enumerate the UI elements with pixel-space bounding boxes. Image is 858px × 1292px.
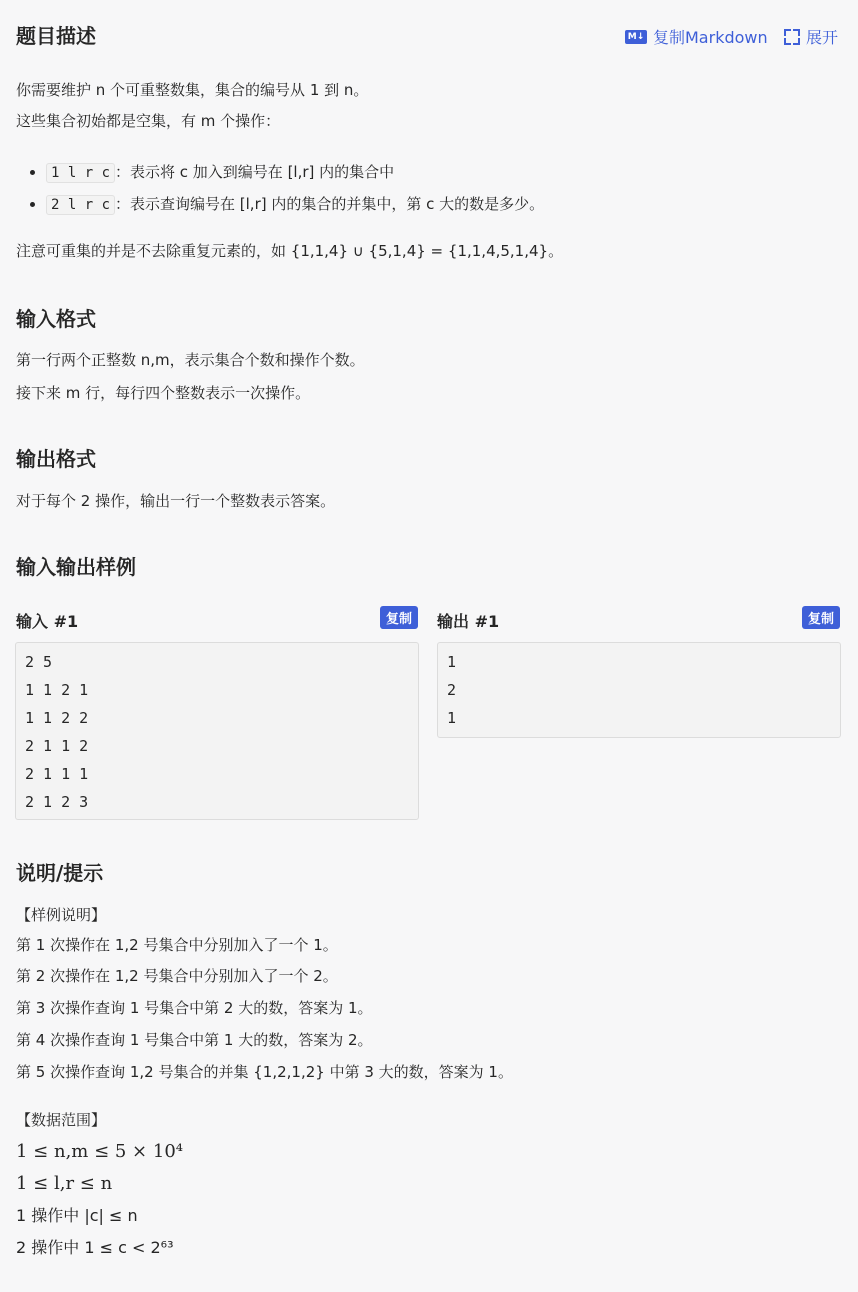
page-title: 题目描述 — [16, 24, 96, 48]
hint-title: 说明/提示 — [16, 861, 104, 885]
code-line: 2 1 1 1 — [25, 765, 89, 783]
output-format-line-1: 对于每个 2 操作，输出一行一个整数表示答案。 — [16, 492, 336, 510]
code-line: 2 1 2 3 — [25, 793, 89, 811]
multiset-note: 注意可重集的并是不去除重复元素的，如 {1,1,4} ∪ {5,1,4} = {1,1,4,5,1,4}。 — [16, 242, 564, 260]
copy-markdown-label: 复制Markdown — [653, 28, 768, 47]
code-line: 2 1 1 2 — [25, 737, 89, 755]
copy-markdown-button[interactable] — [625, 25, 768, 48]
sample-output-label: 输出 #1 — [437, 612, 500, 631]
sample-explain-title: 【样例说明】 — [16, 906, 107, 924]
output-format-title: 输出格式 — [16, 447, 96, 471]
sample-input-box[interactable] — [15, 642, 419, 820]
copy-input-button[interactable]: 复制 — [380, 606, 418, 629]
range-line-4: 2 操作中 1 ≤ c < 2⁶³ — [16, 1238, 174, 1257]
range-line-3: 1 操作中 |c| ≤ n — [16, 1206, 138, 1225]
code-line: 1 1 2 2 — [25, 709, 89, 727]
explain-line-4: 第 4 次操作查询 1 号集合中第 1 大的数，答案为 2。 — [16, 1031, 373, 1049]
explain-line-2: 第 2 次操作在 1,2 号集合中分别加入了一个 2。 — [16, 967, 338, 985]
code-line: 2 — [447, 681, 457, 699]
sample-input-label: 输入 #1 — [16, 612, 79, 631]
explain-line-5: 第 5 次操作查询 1,2 号集合的并集 {1,2,1,2} 中第 3 大的数，答案为 1。 — [16, 1063, 513, 1081]
input-format-line-1: 第一行两个正整数 n,m，表示集合个数和操作个数。 — [16, 351, 365, 369]
code-line: 1 — [447, 653, 457, 671]
list-item — [46, 188, 544, 220]
expand-label: 展开 — [806, 28, 839, 47]
explain-line-1: 第 1 次操作在 1,2 号集合中分别加入了一个 1。 — [16, 936, 338, 954]
input-format-title: 输入格式 — [16, 307, 96, 331]
code-line: 1 1 2 1 — [25, 681, 89, 699]
operation-text: ：表示将 c 加入到编号在 [l,r] 内的集合中 — [115, 163, 395, 181]
samples-title: 输入输出样例 — [16, 555, 136, 579]
operations-list — [46, 156, 544, 220]
range-line-1: 1 ≤ n,m ≤ 5 × 10⁴ — [16, 1141, 183, 1162]
expand-button[interactable] — [784, 25, 838, 48]
description-line-1: 你需要维护 n 个可重整数集，集合的编号从 1 到 n。 — [16, 81, 369, 99]
operation-code: 2 l r c — [46, 195, 115, 215]
data-range-title: 【数据范围】 — [16, 1111, 107, 1129]
operation-code: 1 l r c — [46, 163, 115, 183]
sample-output-box[interactable] — [437, 642, 841, 738]
code-line: 2 5 — [25, 653, 53, 671]
explain-line-3: 第 3 次操作查询 1 号集合中第 2 大的数，答案为 1。 — [16, 999, 373, 1017]
operation-text: ：表示查询编号在 [l,r] 内的集合的并集中，第 c 大的数是多少。 — [115, 195, 545, 213]
range-line-2: 1 ≤ l,r ≤ n — [16, 1173, 113, 1194]
list-item — [46, 156, 544, 188]
expand-icon — [784, 29, 800, 45]
markdown-icon: M↓ — [625, 30, 647, 44]
input-format-line-2: 接下来 m 行，每行四个整数表示一次操作。 — [16, 384, 311, 402]
description-line-2: 这些集合初始都是空集，有 m 个操作： — [16, 112, 281, 130]
copy-output-button[interactable]: 复制 — [802, 606, 840, 629]
code-line: 1 — [447, 709, 457, 727]
